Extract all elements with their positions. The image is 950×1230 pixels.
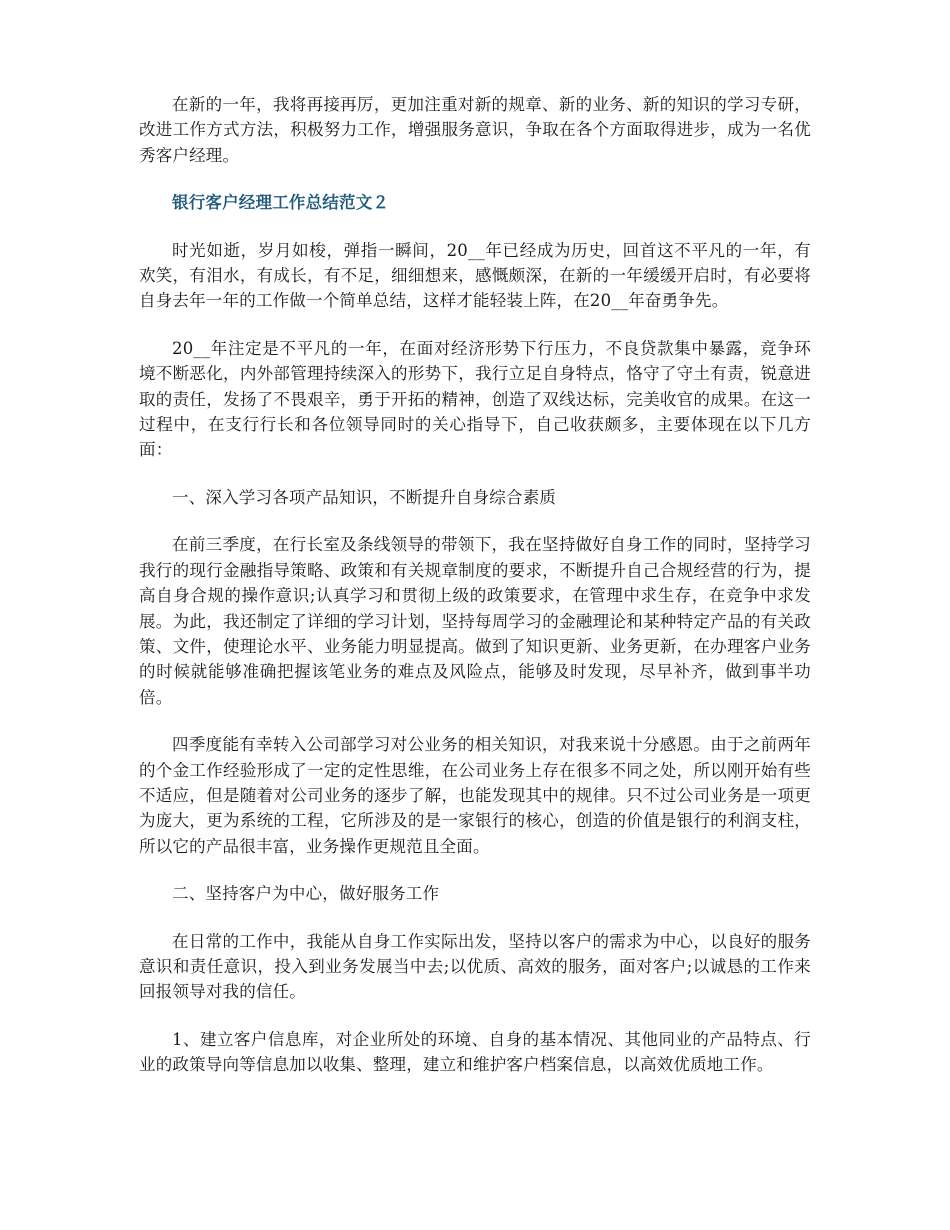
paragraph-year-overview: 20__年注定是不平凡的一年，在面对经济形势下行压力，不良贷款集中暴露，竞争环境不断恶化，内外部管理持续深入的形势下，我行立足自身特点，恪守了守土有责，锐意进取的责任，发扬了不畏艰辛，勇于开拓的精神，创造了双线达标，完美收官的成果。在这一过程中，在支行行长和各位领导同时的关心指导下，自己收获颇多，主要体现在以下几方面： (139, 338, 811, 460)
paragraph-intro: 时光如逝，岁月如梭，弹指一瞬间，20__年已经成为历史，回首这不平凡的一年，有欢笑，有泪水，有成长，有不足，细细想来，感慨颇深，在新的一年缓缓开启时，有必要将自身去年一年的工作做一个简单总结，这样才能轻装上阵，在20__年奋勇争先。 (139, 240, 811, 311)
paragraph-service-attitude: 在日常的工作中，我能从自身工作实际出发，坚持以客户的需求为中心，以良好的服务意识和责任意识，投入到业务发展当中去;以优质、高效的服务，面对客户;以诚恳的工作来回报领导对我的信任。 (139, 931, 811, 1002)
paragraph-corporate-business: 四季度能有幸转入公司部学习对公业务的相关知识，对我来说十分感恩。由于之前两年的个金工作经验形成了一定的定性思维，在公司业务上存在很多不同之处，所以刚开始有些不适应，但是随着对公司业务的逐步了解，也能发现其中的规律。只不过公司业务是一项更为庞大，更为系统的工程，它所涉及的是一家银行的核心，创造的价值是银行的利润支柱，所以它的产品很丰富，业务操作更规范且全面。 (139, 735, 811, 856)
article-heading: 银行客户经理工作总结范文２ (172, 193, 390, 213)
section-heading-learning: 一、深入学习各项产品知识，不断提升自身综合素质 (172, 487, 557, 507)
section-heading-customer-service: 二、坚持客户为中心，做好服务工作 (172, 884, 440, 904)
paragraph-customer-database: 1、建立客户信息库，对企业所处的环境、自身的基本情况、其他同业的产品特点、行业的政策导向等信息加以收集、整理，建立和维护客户档案信息，以高效优质地工作。 (139, 1029, 811, 1075)
paragraph-closing-plan: 在新的一年，我将再接再厉，更加注重对新的规章、新的业务、新的知识的学习专研，改进工作方式方法，积极努力工作，增强服务意识，争取在各个方面取得进步，成为一名优秀客户经理。 (139, 95, 811, 165)
document-body (139, 92, 811, 1100)
paragraph-learning-detail: 在前三季度，在行长室及条线领导的带领下，我在坚持做好自身工作的同时，坚持学习我行的现行金融指导策略、政策和有关规章制度的要求，不断提升自己合规经营的行为，提高自身合规的操作意识;认真学习和贯彻上级的政策要求，在管理中求生存，在竞争中求发展。为此，我还制定了详细的学习计划，坚持每周学习的金融理论和某种特定产品的有关政策、文件，使理论水平、业务能力明显提高。做到了知识更新、业务更新，在办理客户业务的时候就能够准确把握该笔业务的难点及风险点，能够及时发现，尽早补齐，做到事半功倍。 (139, 535, 811, 707)
